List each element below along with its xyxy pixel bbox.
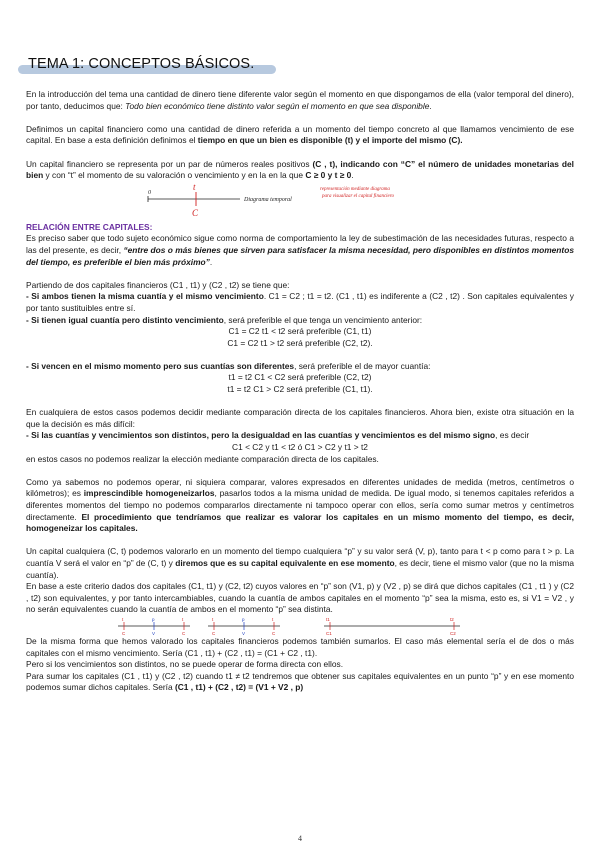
case-3 (26, 361, 574, 373)
mid-bottom-3: C (272, 630, 276, 636)
capital-label: C (192, 207, 199, 218)
case-4-line-1: C1 < C2 y t1 < t2 ó C1 > C2 y t1 > t2 (232, 442, 368, 453)
relacion-paragraph-1 (26, 233, 574, 268)
right-bottom-2: C2 (450, 630, 456, 636)
bold-italic-text: “entre dos o más bienes que sirven para satisfacer la misma necesidad, pero disponibles en distintos momentos del tiempo, es preferible el bien más próximo” (26, 244, 574, 267)
left-top-1: t (122, 617, 124, 622)
equiv-paragraph-2: En base a este criterio dados dos capitales (C1, t1) y (C2, t2) cuyos valores en “p” son (V1, p) y (V2 , p) se dirá que dichos capitales (C1 , t1 ) y (C2 , t2) son equivalentes, y por tanto intercambiables, cuando la cuantía de ambos capitales en el momento “p” sea la misma, esto es, si V1 = V2 , y no serán equivalentes cuando la cuantía de ambos en el momento “p” sea distinta. (26, 581, 574, 615)
left-top-2: p (152, 617, 155, 622)
text: , es decir, tiene el mismo valor (que no la misma cuantía). (26, 557, 575, 580)
mid-top-2: p (242, 617, 245, 622)
case-2-line-1: C1 = C2 t1 < t2 será preferible (C1, t1) (228, 326, 372, 337)
intro-paragraph-3 (26, 159, 574, 182)
page-title: TEMA 1: CONCEPTOS BÁSICOS. (28, 56, 255, 72)
bold-text: - Si vencen en el mismo momento pero sus cuantías son diferentes (26, 360, 295, 371)
content (26, 89, 574, 694)
text: , será preferible el de mayor cuantía: (294, 360, 431, 371)
text: Un capital cualquiera (C, t) podemos valorarlo en un momento del tiempo cualquiera “p” y su valor será (V, p), tanto para t < p como para t > p. La cuantía V será el valor en “p” de (C, t) y (26, 546, 574, 568)
time-label: t (193, 181, 196, 192)
intro-paragraph-1 (26, 89, 574, 112)
text: . C1 = C2 ; t1 = t2. (C1 , t1) es indiferente a (C2 , t2) . Son capitales equivalentes y por tanto sustituibles entre sí. (26, 291, 574, 313)
time-diagram-svg (26, 182, 574, 222)
time-diagram (26, 182, 574, 222)
homog-paragraph (26, 477, 574, 535)
bold-text: C ≥ 0 y t ≥ 0 (305, 170, 352, 181)
section-heading-relacion: RELACIÓN ENTRE CAPITALES: (26, 221, 153, 232)
origin-label: 0 (148, 189, 151, 196)
right-bottom-1: C1 (326, 630, 332, 636)
relacion-paragraph-4: en estos casos no podemos realizar la elección mediante comparación directa de los capitales. (26, 453, 379, 464)
suma-paragraph-1: De la misma forma que hemos valorado los capitales financieros podemos también sumarlos. El caso más elemental sería el de dos o más capitales con el mismo vencimiento. Sería (C1 , t1) + (C2 , t1) = (C1 + C2 , t1). (26, 635, 574, 658)
bold-text: (C , t), indicando con “C” el número de unidades monetarias del bien (26, 158, 574, 181)
intro-paragraph-2 (26, 124, 574, 147)
mid-bottom-1: C (212, 630, 216, 636)
case-3-line-2: t1 = t2 C1 > C2 será preferible (C1, t1). (227, 384, 373, 395)
text: . (351, 170, 354, 181)
italic-text: Todo bien económico tiene distinto valor según el momento en que sea disponible (125, 100, 430, 111)
text: . (209, 256, 213, 267)
case-4 (26, 430, 574, 442)
bold-text: tiempo en que un bien es disponible (t) y el importe del mismo (C). (197, 135, 463, 146)
text: Un capital financiero se representa por un par de números reales positivos (26, 158, 313, 169)
bold-text: El procedimiento que tendríamos que realizar es valorar los capitales en un mismo momento del tiempo, es decir, homogeneizar los capitales. (26, 511, 574, 534)
page-number: 4 (298, 834, 302, 843)
equivalence-diagrams (26, 618, 574, 636)
case-2 (26, 315, 574, 327)
left-bottom-2: V (152, 630, 156, 636)
case-3-line-1: t1 = t2 C1 < C2 será preferible (C2, t2) (228, 372, 372, 383)
text: y con “t” el momento de su valoración o vencimiento y en la en la que (43, 170, 306, 181)
suma-paragraph-3 (26, 671, 574, 694)
relacion-paragraph-2: Partiendo de dos capitales financieros (C1 , t1) y (C2 , t2) se tiene que: (26, 279, 290, 290)
equiv-paragraph-1 (26, 546, 574, 581)
text: . (429, 100, 432, 111)
left-top-3: t (182, 617, 184, 622)
bold-text: imprescindible homogeneizarlos (83, 488, 215, 499)
text: En la introducción del tema una cantidad de dinero tiene diferente valor según el momento en que dispongamos de ella (valor temporal del dinero), por tanto, deducimos que: (26, 89, 574, 111)
margin-note-line-2: para visualizar el capital financiero (322, 193, 395, 199)
bold-text: - Si ambos tienen la misma cuantía y el mismo vencimiento (26, 291, 264, 302)
bold-text: diremos que es su capital equivalente en ese momento (175, 557, 395, 568)
text: Como ya sabemos no podemos operar, ni siquiera comparar, valores expresados en diferentes unidades de medida (metros, centímetros o kilómetros); es (26, 476, 574, 499)
case-2-line-2: C1 = C2 t1 > t2 será preferible (C2, t2). (227, 337, 373, 348)
mid-top-3: t (272, 617, 274, 622)
text: Para sumar los capitales (C1 , t1) y (C2 , t2) cuando t1 ≠ t2 tendremos que obtener sus capitales equivalentes en un punto “p” y en ese momento podemos sumar dichos capitales. Sería (26, 670, 574, 693)
text: , pasarlos todos a la misma unidad de medida. De igual modo, si tenemos capitales referidos a diferentes momentos del tiempo no podemos compararlos directamente ni tampoco operar con ellos, sería como sumar metros y centímetros directamente. (26, 488, 574, 522)
title-block (18, 56, 278, 78)
bold-text: - Si tienen igual cuantía pero distinto vencimiento (26, 314, 224, 325)
margin-note-line-1: representación mediante diagrama (320, 186, 390, 192)
case-1 (26, 291, 574, 314)
text: Definimos un capital financiero como una cantidad de dinero referida a un momento del tiempo concreto al que llamamos vencimiento de ese capital. En base a esta definición definimos el (26, 123, 574, 146)
right-top-2: t2 (450, 617, 454, 622)
suma-paragraph-2: Pero si los vencimientos son distintos, no se puede operar de forma directa con ellos. (26, 659, 344, 670)
left-bottom-1: C (122, 630, 126, 636)
axis-caption: Diagrama temporal (244, 196, 292, 203)
bold-text: (C1 , t1) + (C2 , t2) = (V1 + V2 , p) (174, 682, 304, 693)
text: Es preciso saber que todo sujeto económico sigue como norma de comportamiento la ley de subestimación de las necesidades futuras, respecto a las del presente, es decir, (26, 233, 574, 255)
left-bottom-3: C (182, 630, 186, 636)
right-top-1: t1 (326, 617, 330, 622)
equivalence-diagrams-svg (26, 618, 574, 636)
text: , es decir (495, 430, 530, 441)
bold-text: - Si las cuantías y vencimientos son distintos, pero la desigualdad en las cuantías y vencimientos es del mismo signo (26, 430, 496, 441)
mid-bottom-2: V (242, 630, 246, 636)
mid-top-1: t (212, 617, 214, 622)
relacion-paragraph-3: En cualquiera de estos casos podemos decidir mediante comparación directa de los capitales financieros. Ahora bien, existe otra situación en la que la decisión es más difícil: (26, 407, 574, 429)
text: , será preferible el que tenga un vencimiento anterior: (223, 314, 423, 325)
